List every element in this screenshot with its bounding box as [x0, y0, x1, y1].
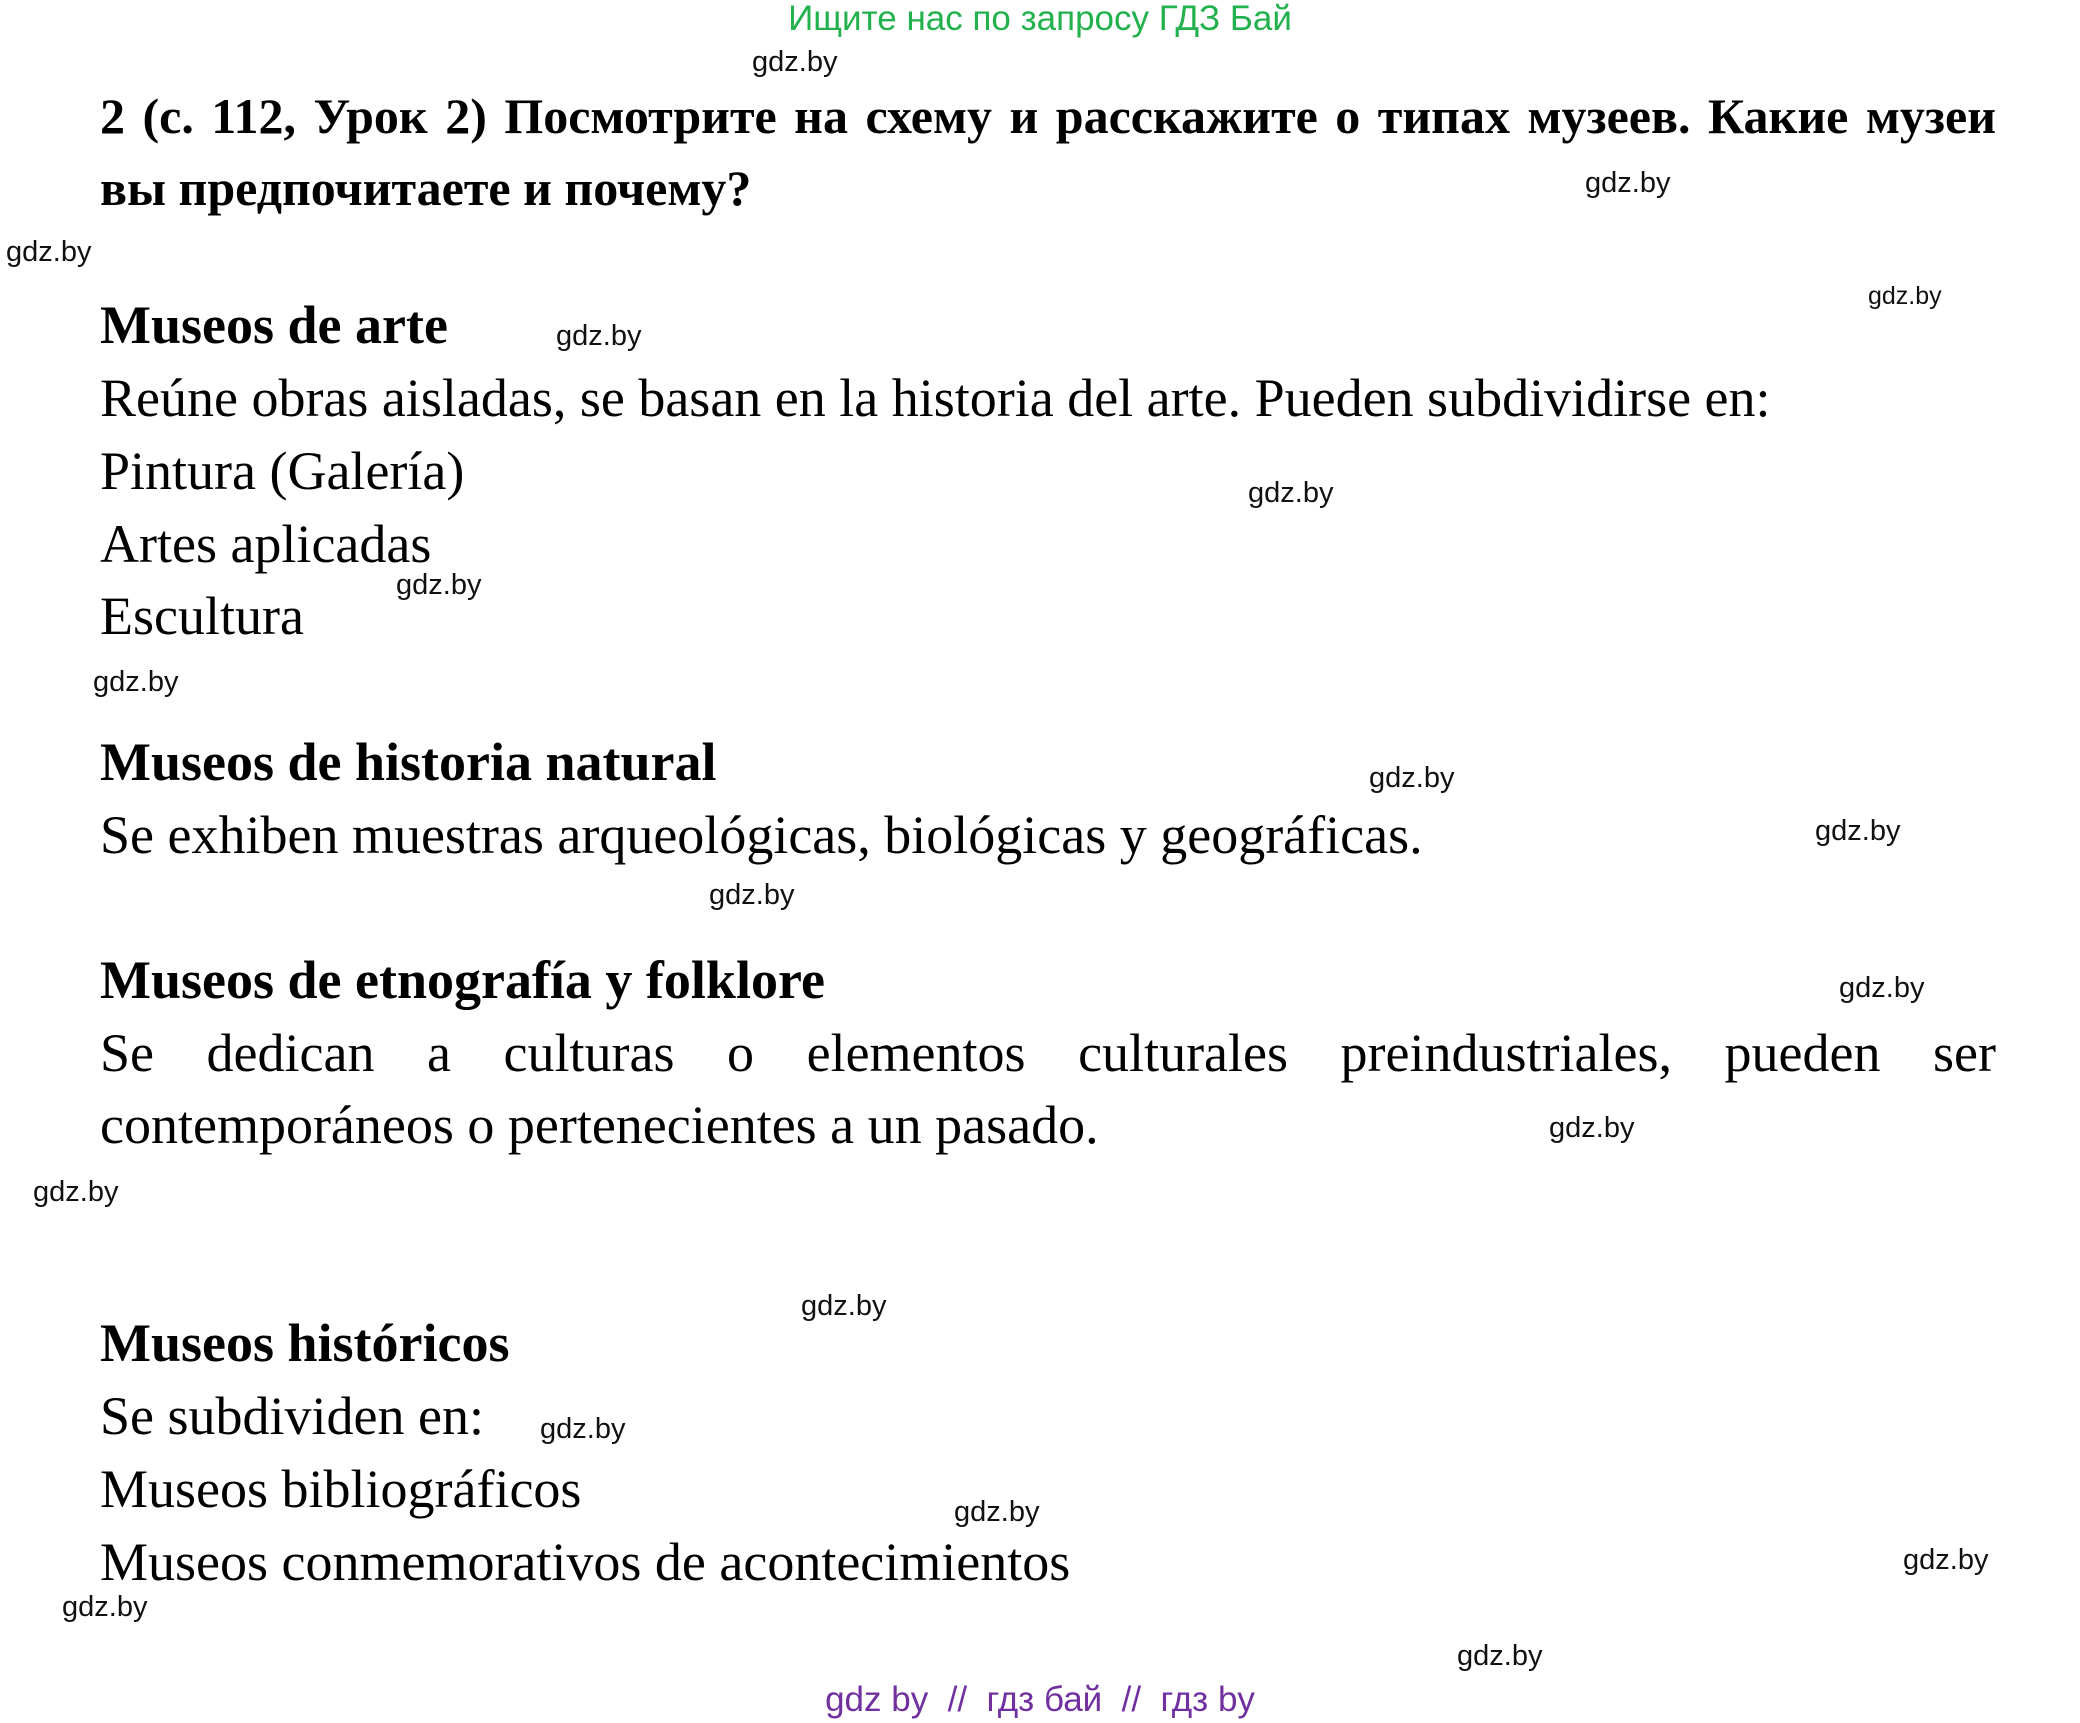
watermark: gdz.by [62, 1591, 148, 1623]
list-item: Museos conmemorativos de acontecimientos [100, 1532, 1071, 1592]
watermark: gdz.by [801, 1290, 887, 1322]
watermark: gdz.by [540, 1413, 626, 1445]
description-museos-historicos: Se subdividen en: [100, 1386, 484, 1446]
heading-museos-de-etnografia: Museos de etnografía y folklore [100, 950, 825, 1010]
watermark: gdz.by [1549, 1112, 1635, 1144]
list-item: Museos bibliográficos [100, 1459, 582, 1519]
list-item: Pintura (Galería) [100, 441, 465, 501]
watermark: gdz.by [1585, 167, 1671, 199]
watermark: gdz.by [33, 1176, 119, 1208]
heading-museos-de-arte: Museos de arte [100, 295, 448, 355]
description-museos-de-etnografia: Se dedican a culturas o elementos culturales preindustriales, pueden ser contemporáneos o pertenecientes a un pasado. [100, 1023, 1996, 1155]
watermark: gdz.by [1369, 762, 1455, 794]
watermark: gdz.by [954, 1496, 1040, 1528]
heading-museos-historicos: Museos históricos [100, 1313, 510, 1373]
watermark: gdz.by [1903, 1544, 1989, 1576]
list-item: Artes aplicadas [100, 514, 432, 574]
watermark: gdz.by [1868, 282, 1942, 310]
watermark: gdz.by [1839, 972, 1925, 1004]
watermark: gdz.by [396, 569, 482, 601]
description-museos-de-historia-natural: Se exhiben muestras arqueológicas, biológicas y geográficas. [100, 805, 1423, 865]
watermark: gdz.by [556, 320, 642, 352]
exercise-question: 2 (с. 112, Урок 2) Посмотрите на схему и расскажите о типах музеев. Какие музеи вы предпочитаете и почему? [100, 88, 1996, 216]
watermark: gdz.by [1457, 1640, 1543, 1672]
watermark: gdz.by [1815, 815, 1901, 847]
top-banner: Ищите нас по запросу ГДЗ Бай [788, 0, 1292, 38]
watermark: gdz.by [709, 879, 795, 911]
bottom-banner: gdz by // гдз бай // гдз by [825, 1680, 1255, 1719]
watermark: gdz.by [752, 46, 838, 78]
description-museos-de-arte: Reúne obras aisladas, se basan en la historia del arte. Pueden subdividirse en: [100, 368, 1771, 428]
watermark: gdz.by [6, 236, 92, 268]
watermark: gdz.by [1248, 477, 1334, 509]
watermark: gdz.by [93, 666, 179, 698]
list-item: Escultura [100, 586, 304, 646]
heading-museos-de-historia-natural: Museos de historia natural [100, 732, 717, 792]
